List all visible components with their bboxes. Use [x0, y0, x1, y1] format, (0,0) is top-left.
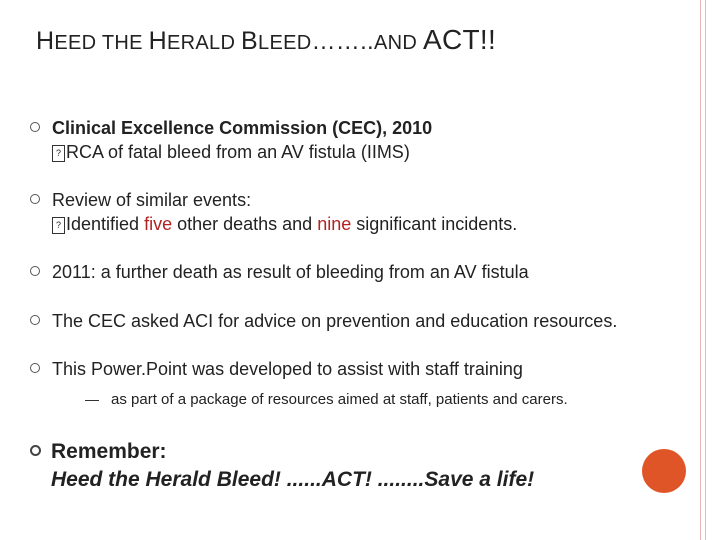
- bullet-icon: [30, 445, 41, 456]
- sub-package: as part of a package of resources aimed at staff, patients and carers.: [85, 391, 568, 408]
- count-nine: nine: [317, 214, 352, 234]
- bullet-aci: The CEC asked ACI for advice on prevention and education resources.: [30, 311, 617, 332]
- bullet-icon: [30, 266, 40, 276]
- bullet-icon: [30, 122, 40, 132]
- sub-rca: ? RCA of fatal bleed from an AV fistula (IIMS): [52, 142, 410, 163]
- bullet-2011: 2011: a further death as result of bleeding from an AV fistula: [30, 262, 529, 283]
- remember-block: Remember: Heed the Herald Bleed! ......ACT! ........Save a life!: [30, 440, 534, 492]
- bullet-icon: [30, 194, 40, 204]
- slide-title: HEED THE HERALD BLEED……..AND ACT!!: [36, 24, 497, 55]
- bullet-powerpoint: This Power.Point was developed to assist with staff training: [30, 359, 523, 380]
- bullet-cec: Clinical Excellence Commission (CEC), 2010: [30, 118, 432, 139]
- bullet-icon: [30, 315, 40, 325]
- slide-border-line: [700, 0, 706, 540]
- bullet-icon: [30, 363, 40, 373]
- slogan: Heed the Herald Bleed! ......ACT! ........Save a life!: [51, 468, 535, 491]
- sub-identified: ? Identified five other deaths and nine significant incidents.: [52, 214, 517, 235]
- missing-glyph-icon: ?: [52, 217, 65, 234]
- dash-icon: [85, 400, 99, 401]
- count-five: five: [144, 214, 173, 234]
- missing-glyph-icon: ?: [52, 145, 65, 162]
- decorative-circle: [642, 449, 686, 493]
- bullet-review: Review of similar events:: [30, 190, 251, 211]
